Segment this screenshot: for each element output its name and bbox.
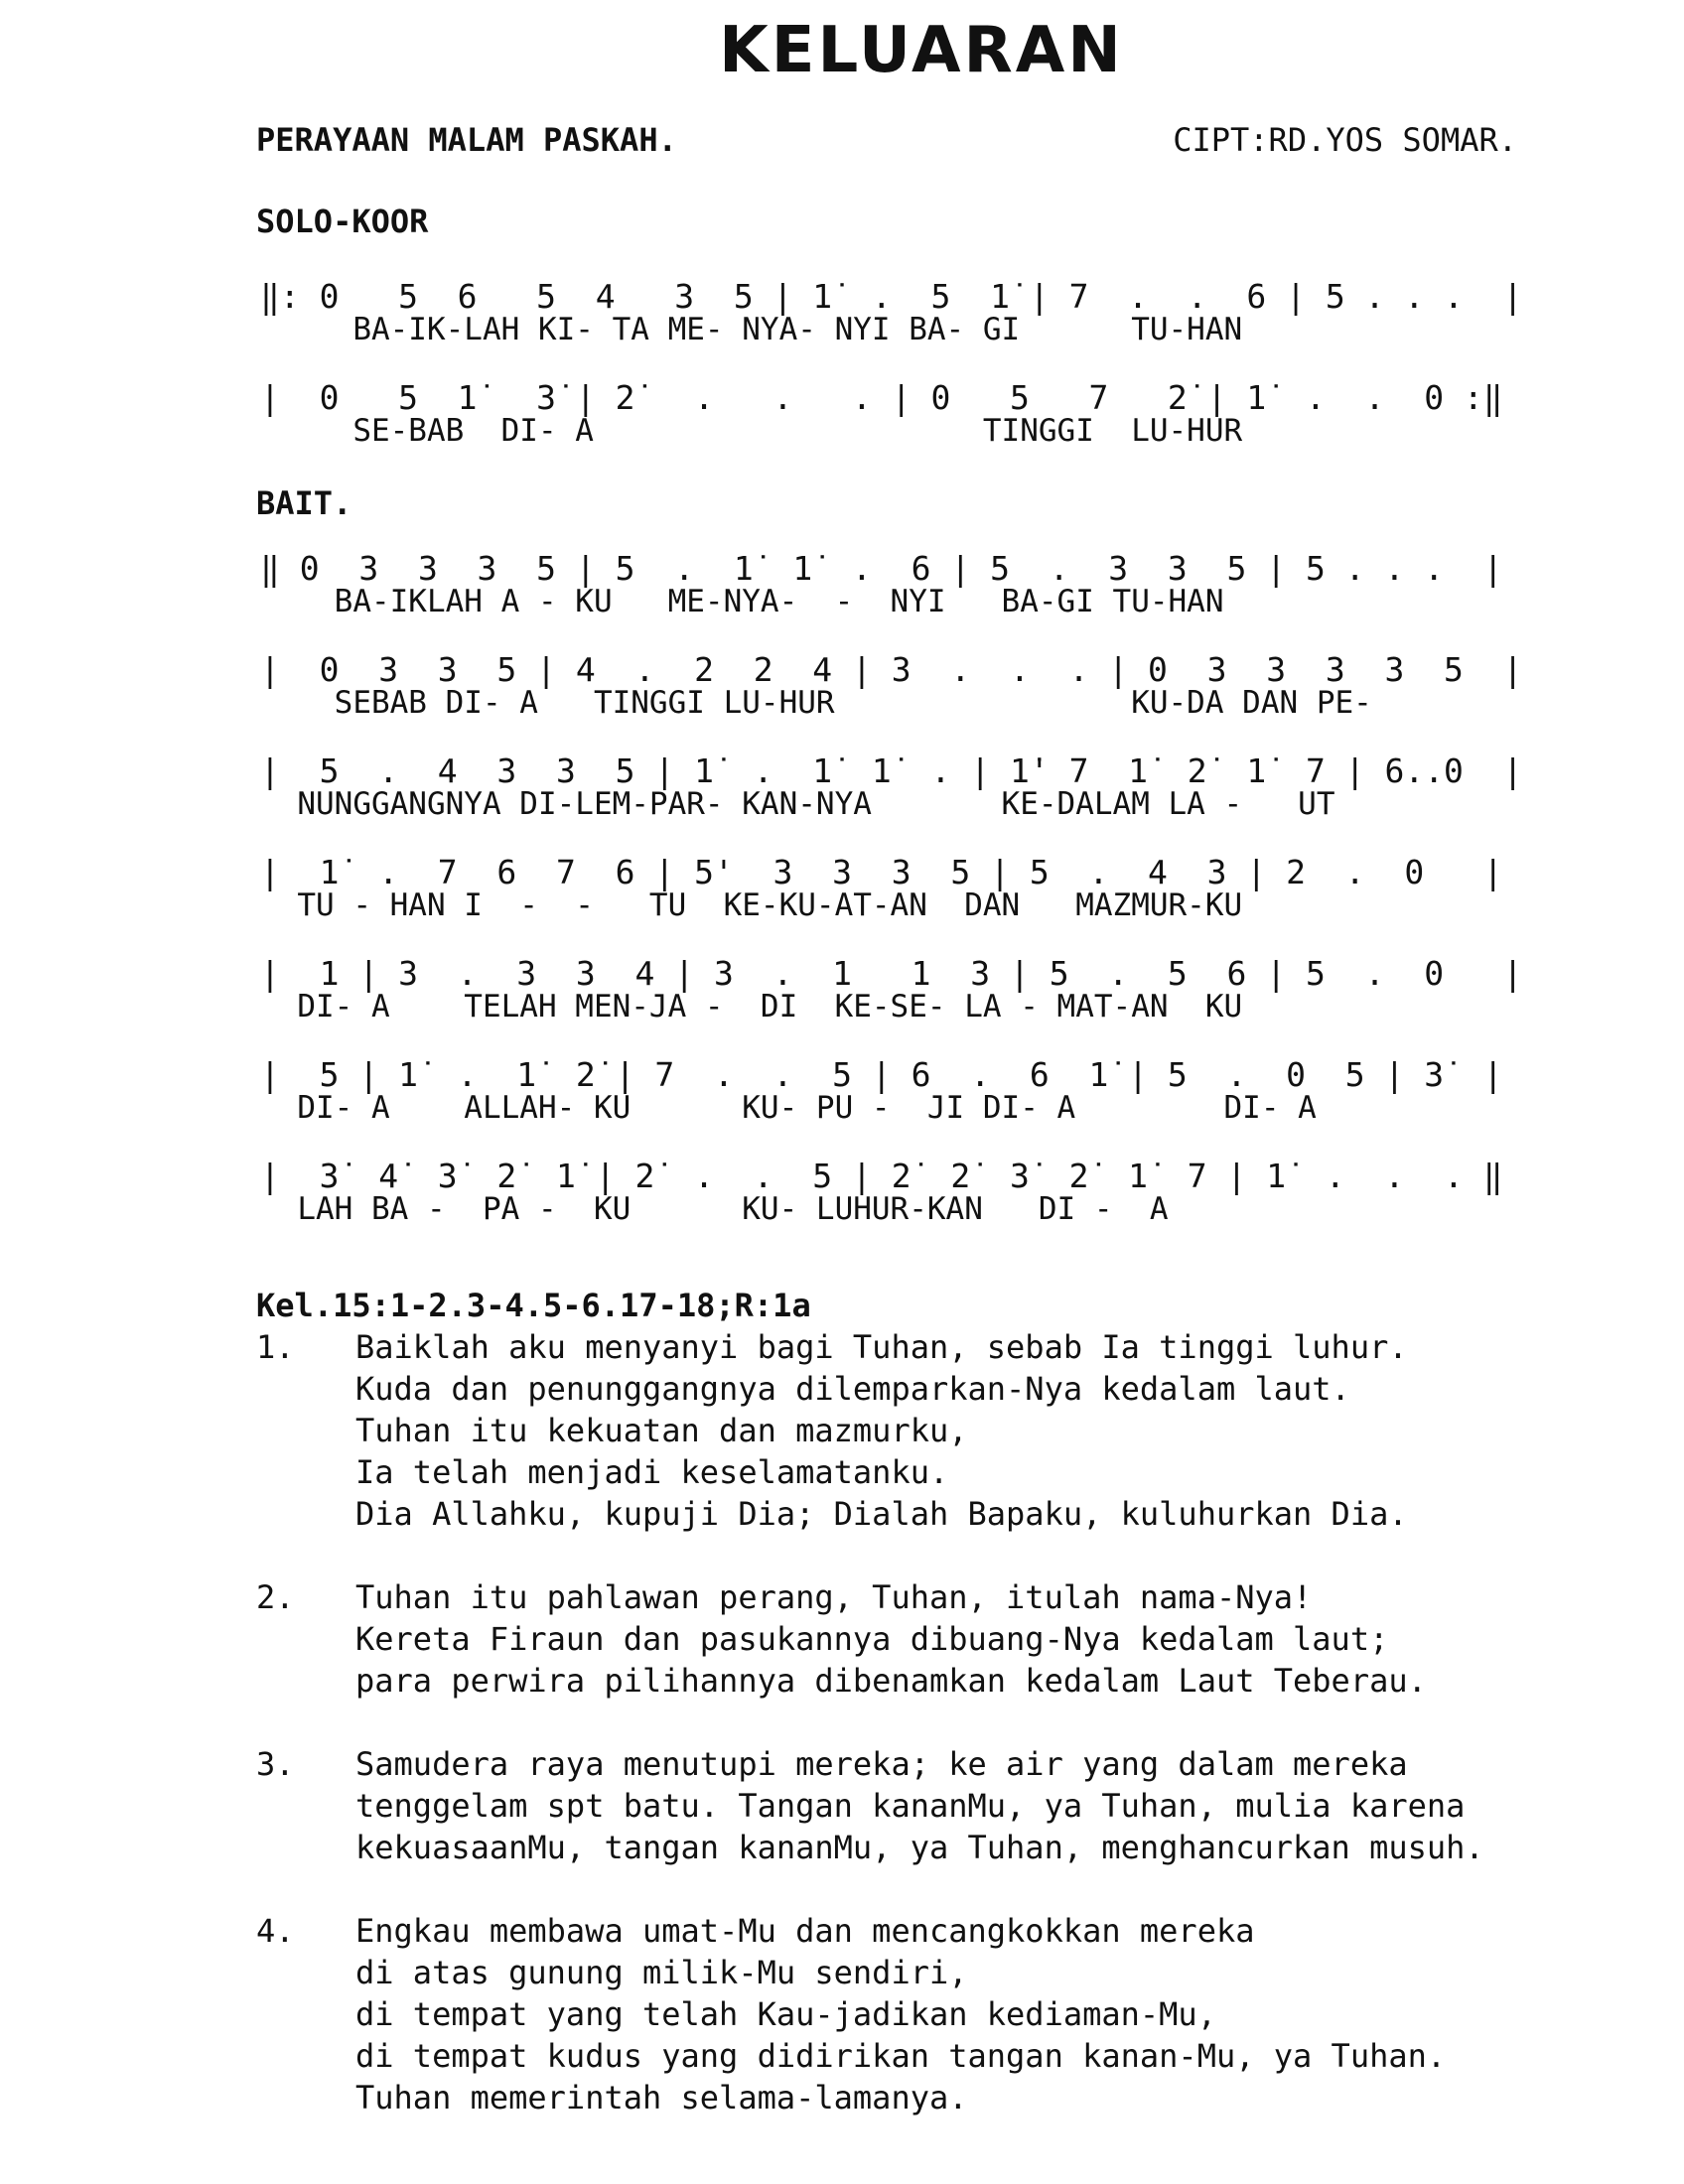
verse-line: kekuasaanMu, tangan kananMu, ya Tuhan, menghancurkan musuh.	[355, 1829, 1484, 1866]
lyric-row: LAH BA - PA - KU KU- LUHUR-KAN DI - A	[260, 1191, 1169, 1227]
lyric-row: TU - HAN I - - TU KE-KU-AT-AN DAN MAZMUR-KU	[260, 887, 1243, 923]
verse-number: 3.	[256, 1745, 295, 1783]
notation-line	[260, 751, 1523, 856]
scripture-reference: Kel.15:1-2.3-4.5-6.17-18;R:1a	[256, 1287, 811, 1324]
verse-line: Tuhan itu pahlawan perang, Tuhan, itulah nama-Nya!	[355, 1578, 1313, 1616]
verse-line: Samudera raya menutupi mereka; ke air yang dalam mereka	[355, 1745, 1408, 1783]
note-row: | 1̇ . 7 6 7 6 | 5' 3 3 3 5 | 5 . 4 3 | 2 . 0 |	[260, 853, 1503, 891]
verse-item	[256, 1743, 1527, 1868]
note-row: | 0 3 3 5 | 4 . 2 2 4 | 3 . . . | 0 3 3 3 3 5 |	[260, 650, 1523, 689]
lyric-row: SEBAB DI- A TINGGI LU-HUR KU-DA DAN PE-	[260, 685, 1372, 721]
notation-line	[260, 650, 1523, 754]
lyric-row: BA-IK-LAH KI- TA ME- NYA- NYI BA- GI TU-HAN	[260, 312, 1243, 347]
verse-number: 1.	[256, 1328, 295, 1366]
solo-koor-heading: SOLO-KOOR	[256, 203, 429, 240]
notation-line	[260, 1055, 1515, 1160]
note-row: | 5 . 4 3 3 5 | 1̇ . 1̇ 1̇ . | 1̇' 7 1̇ 2̇ 1̇ 7 | 6..0 |	[260, 751, 1523, 790]
solo-notation	[260, 277, 1523, 482]
verse-item	[256, 1910, 1527, 2118]
verse-line: Kuda dan penunggangnya dilemparkan-Nya kedalam laut.	[355, 1370, 1350, 1408]
verse-line: Kereta Firaun dan pasukannya dibuang-Nya kedalam laut;	[355, 1620, 1389, 1658]
lyric-row: NUNGGANGNYA DI-LEM-PAR- KAN-NYA KE-DALAM LA - UT	[260, 786, 1335, 822]
note-row: ‖ 0 3 3 3 5 | 5 . 1̇ 1̇ . 6 | 5 . 3 3 5 | 5 . . . |	[260, 549, 1503, 588]
lyric-row: DI- A ALLAH- KU KU- PU - JI DI- A DI- A	[260, 1090, 1317, 1126]
notation-line	[260, 277, 1523, 381]
verse-line: Baiklah aku menyanyi bagi Tuhan, sebab Ia tinggi luhur.	[355, 1328, 1408, 1366]
verse-line: Tuhan memerintah selama-lamanya.	[355, 2079, 968, 2116]
notation-line	[260, 853, 1515, 957]
verse-number: 2.	[256, 1578, 295, 1616]
verse-line: Tuhan itu kekuatan dan mazmurku,	[355, 1412, 968, 1449]
page-title: KELUARAN	[719, 14, 1124, 87]
verse-item	[256, 1326, 1527, 1535]
bait-heading: BAIT.	[256, 484, 352, 522]
note-row: | 1 | 3 . 3 3 4 | 3 . 1 1 3 | 5 . 5 6 | 5 . 0 |	[260, 954, 1523, 993]
verse-line: di atas gunung milik-Mu sendiri,	[355, 1954, 968, 1991]
note-row: | 5 | 1̇ . 1̇ 2̇ | 7 . . 5 | 6 . 6 1̇ | 5 . 0 5 | 3̇ |	[260, 1055, 1503, 1094]
notation-line	[260, 378, 1515, 482]
note-row: | 3̇ 4̇ 3̇ 2̇ 1̇ | 2̇ . . 5 | 2̇ 2̇ 3̇ 2̇ 1̇ 7 | 1̇ . . . ‖	[260, 1157, 1503, 1195]
occasion-label: PERAYAAN MALAM PASKAH.	[256, 121, 677, 159]
notation-line	[260, 954, 1523, 1058]
verse-line: Dia Allahku, kupuji Dia; Dialah Bapaku, kuluhurkan Dia.	[355, 1495, 1408, 1533]
lyric-row: BA-IKLAH A - KU ME-NYA- - NYI BA-GI TU-HAN	[260, 584, 1224, 619]
verse-line: di tempat kudus yang didirikan tangan kanan-Mu, ya Tuhan.	[355, 2037, 1447, 2075]
verse-line: di tempat yang telah Kau-jadikan kediaman-Mu,	[355, 1995, 1216, 2033]
verse-item	[256, 1576, 1527, 1702]
lyric-row: SE-BAB DI- A TINGGI LU-HUR	[260, 413, 1243, 449]
verse-line: Ia telah menjadi keselamatanku.	[355, 1453, 949, 1491]
notation-line	[260, 549, 1515, 653]
composer-credit: CIPT:RD.YOS SOMAR.	[1173, 121, 1517, 159]
verse-line: para perwira pilihannya dibenamkan kedalam Laut Teberau.	[355, 1662, 1427, 1700]
verse-list	[256, 1326, 1527, 2160]
lyric-row: DI- A TELAH MEN-JA - DI KE-SE- LA - MAT-AN KU	[260, 989, 1243, 1024]
bait-notation	[260, 549, 1523, 1261]
verse-line: Engkau membawa umat-Mu dan mencangkokkan mereka	[355, 1912, 1255, 1950]
note-row: ‖: 0 5 6 5 4 3 5 | 1̇ . 5 1̇ | 7 . . 6 | 5 . . . |	[260, 277, 1523, 316]
verse-number: 4.	[256, 1912, 295, 1950]
notation-line	[260, 1157, 1515, 1261]
note-row: | 0 5 1̇ 3̇ | 2̇ . . . | 0 5 7 2̇ | 1̇ . . 0 :‖	[260, 378, 1503, 417]
verse-line: tenggelam spt batu. Tangan kananMu, ya Tuhan, mulia karena	[355, 1787, 1466, 1825]
